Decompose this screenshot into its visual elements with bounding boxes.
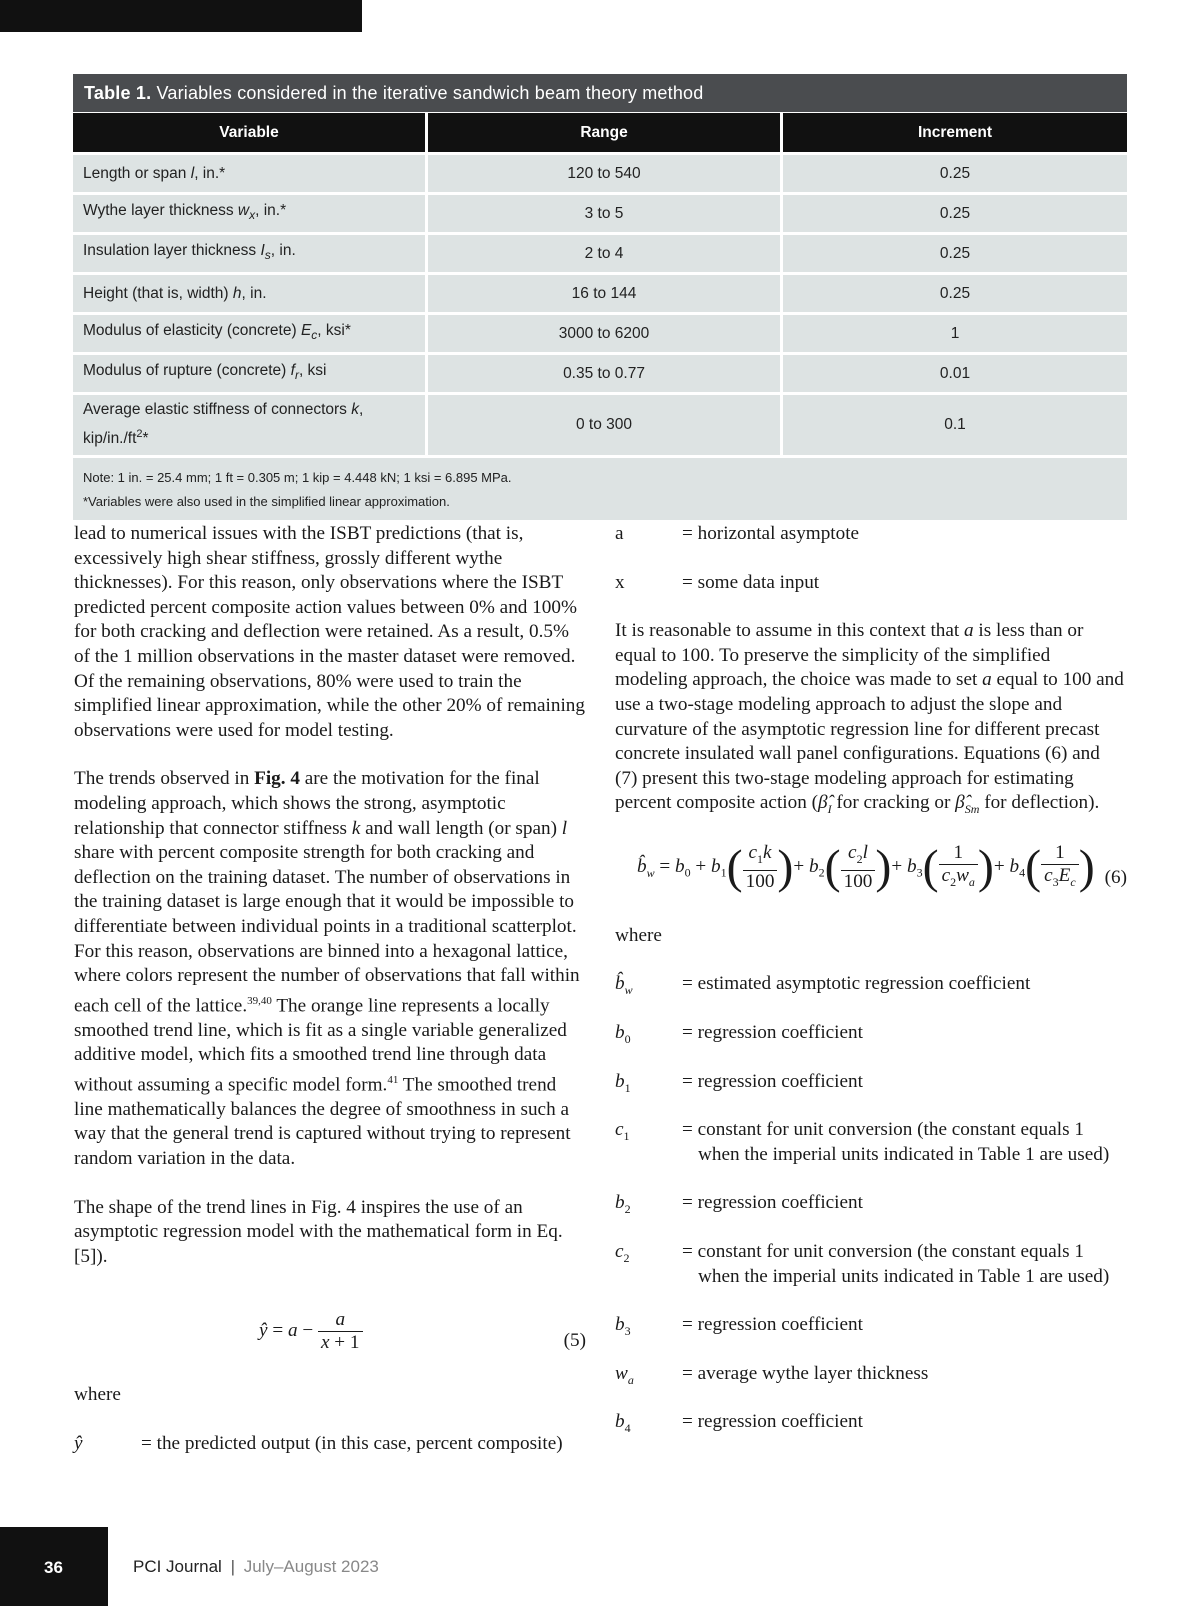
definition-symbol: $b_1$ xyxy=(615,1070,631,1095)
cell-variable: Height (that is, width) h, in. xyxy=(73,274,427,314)
definition-x xyxy=(615,571,1127,596)
definition-symbol: $b_4$ xyxy=(615,1411,631,1436)
variables-table xyxy=(73,74,1127,520)
table-row xyxy=(73,394,1127,456)
cell-range: 0.35 to 0.77 xyxy=(427,354,782,394)
cell-increment: 0.25 xyxy=(782,274,1128,314)
cell-increment: 1 xyxy=(782,314,1128,354)
definition-a xyxy=(615,522,1127,547)
definition-row xyxy=(615,1191,1127,1216)
definition-symbol: a xyxy=(615,523,624,544)
definition-row xyxy=(615,972,1127,997)
journal-issue: July–August 2023 xyxy=(243,1557,379,1576)
definition-text: = horizontal asymptote xyxy=(682,523,860,544)
table-note xyxy=(73,455,1127,520)
table-row xyxy=(73,194,1127,234)
right-column xyxy=(615,522,1127,1435)
table-body xyxy=(73,154,1127,456)
definition-text: = constant for unit conversion (the constant equals 1 when the imperial units indicated in Table 1 are used) xyxy=(682,1240,1110,1287)
header-range: Range xyxy=(427,113,782,154)
definition-symbol: $c_2$ xyxy=(615,1240,630,1265)
definition-text: = average wythe layer thickness xyxy=(682,1362,929,1384)
footer xyxy=(133,1557,379,1577)
definition-symbol: x xyxy=(615,571,625,593)
table-title xyxy=(73,74,1127,112)
equation-5 xyxy=(74,1303,586,1383)
table-row xyxy=(73,314,1127,354)
table-header-row xyxy=(73,113,1127,154)
definition-row xyxy=(615,1118,1127,1167)
cell-variable: Modulus of rupture (concrete) $f_r$, ksi xyxy=(73,354,427,394)
definition-symbol: $c_1$ xyxy=(615,1119,630,1143)
table-note-units: Note: 1 in. = 25.4 mm; 1 ft = 0.305 m; 1 kip = 4.448 kN; 1 ksi = 6.895 MPa. xyxy=(83,470,512,485)
equation-5-body: ŷ = a − $\frac{a}{x + 1}$ xyxy=(259,1309,363,1354)
cell-range: 0 to 300 xyxy=(427,394,782,456)
page-number: 36 xyxy=(44,1558,63,1577)
cell-increment: 0.25 xyxy=(782,194,1128,234)
right-definitions xyxy=(615,972,1127,1435)
left-column xyxy=(74,522,586,1457)
header-variable: Variable xyxy=(73,113,427,154)
equation-6 xyxy=(615,840,1127,924)
left-paragraph-3: The shape of the trend lines in Fig. 4 inspires the use of an asymptotic regression model with the mathematical form in Eq. [5]). xyxy=(74,1196,563,1267)
definition-text: = regression coefficient xyxy=(682,1192,863,1214)
definition-symbol: $b_3$ xyxy=(615,1314,631,1338)
definition-symbol: $b_2$ xyxy=(615,1192,631,1217)
definition-row xyxy=(615,1021,1127,1046)
table-row xyxy=(73,154,1127,194)
cell-range: 2 to 4 xyxy=(427,234,782,274)
equation-6-number: (6) xyxy=(1104,866,1127,888)
cell-range: 3000 to 6200 xyxy=(427,314,782,354)
cell-increment: 0.1 xyxy=(782,394,1128,456)
definition-text: = regression coefficient xyxy=(682,1314,863,1336)
right-where: where xyxy=(615,924,662,946)
table-grid xyxy=(73,112,1127,455)
table-row xyxy=(73,274,1127,314)
journal-name: PCI Journal xyxy=(133,1557,222,1576)
definition-y-hat xyxy=(74,1432,586,1457)
table-title-label: Table 1. xyxy=(84,83,152,103)
definition-text: = regression coefficient xyxy=(682,1411,863,1433)
definition-symbol: $b_0$ xyxy=(615,1021,631,1046)
cell-increment: 0.01 xyxy=(782,354,1128,394)
definition-row xyxy=(615,1070,1127,1095)
header-increment: Increment xyxy=(782,113,1128,154)
page-number-box xyxy=(0,1527,108,1606)
cell-variable: Length or span l, in.* xyxy=(73,154,427,194)
table-row xyxy=(73,234,1127,274)
definition-row xyxy=(615,1362,1127,1387)
cell-range: 16 to 144 xyxy=(427,274,782,314)
left-paragraph-1: lead to numerical issues with the ISBT predictions (that is, excessively high shear stiffness, grossly different wythe thicknesses). For this reason, only observations where the ISBT predicted percent composite action values between 0% and 100% for both cracking and deflection were retained. As a result, 0.5% of the 1 million observations in the master dataset were removed. Of the remaining observations, 80% were used to train the simplified linear approximation, while the other 20% of remaining observations were used for model testing. xyxy=(74,523,585,741)
table-note-asterisk: *Variables were also used in the simplified linear approximation. xyxy=(83,494,450,509)
cell-variable: Average elastic stiffness of connectors k, kip/$in./ft^2*$ xyxy=(73,394,427,456)
definition-text: = constant for unit conversion (the constant equals 1 when the imperial units indicated in Table 1 are used) xyxy=(682,1119,1110,1165)
definition-text: = the predicted output (in this case, percent composite) xyxy=(141,1433,563,1454)
definition-row xyxy=(615,1313,1127,1338)
footer-separator: | xyxy=(230,1557,235,1576)
definition-text: = estimated asymptotic regression coefficient xyxy=(682,973,1031,995)
cell-variable: Modulus of elasticity (concrete) $E_c$, ksi* xyxy=(73,314,427,354)
equation-6-body: $b̂_w = b_0 + b_1$( $\frac{c_1k}{100}$ )+ $b_2$( $\frac{c_2l}{100}$ )+ $b_3$( $\frac{1}{c_2w_a}$ )+ $b_4$( $\frac{1}{c_3E_c}$ ) xyxy=(637,840,1095,894)
left-where: where xyxy=(74,1384,121,1406)
right-paragraph-1: It is reasonable to assume in this context that a is less than or equal to 100. To preserve the simplicity of the simplified modeling approach, the choice was made to set a equal to 100 and use a two-stage modeling approach to adjust the slope and curvature of the asymptotic regression line for different precast concrete insulated wall panel configurations. Equations (6) and (7) present this two-stage modeling approach for estimating percent composite action ($\betâ_I$ for cracking or $\betâ_{Sm}$ for deflection). xyxy=(615,620,1124,817)
cell-increment: 0.25 xyxy=(782,154,1128,194)
cell-range: 3 to 5 xyxy=(427,194,782,234)
cell-increment: 0.25 xyxy=(782,234,1128,274)
equation-5-number: (5) xyxy=(563,1330,586,1352)
definition-text: = regression coefficient xyxy=(682,1070,863,1092)
cell-variable: Wythe layer thickness $w_x$, in.* xyxy=(73,194,427,234)
definition-text: = regression coefficient xyxy=(682,1021,863,1043)
definition-symbol: $w_a$ xyxy=(615,1362,634,1387)
definition-symbol: ŷ xyxy=(74,1433,83,1454)
definition-symbol: $b̂_w$ xyxy=(615,973,633,998)
top-black-bar xyxy=(0,0,362,32)
definition-text: = some data input xyxy=(682,571,820,593)
table-row xyxy=(73,354,1127,394)
cell-variable: Insulation layer thickness $I_s$, in. xyxy=(73,234,427,274)
left-paragraph-2: The trends observed in Fig. 4 are the motivation for the final modeling approach, which shows the strong, asymptotic relationship that connector stiffness k and wall length (or span) l share with percent composite strength for both cracking and deflection on the training dataset. The number of observations in the training dataset is large enough that it would be impossible to differentiate between individual points in a traditional scatterplot. For this reason, observations are binned into a hexagonal lattice, where colors represent the number of observations that fall within each cell of the lattice.$^{39,40}$ The orange line represents a locally smoothed trend line, which is fit as a single variable generalized additive model, which fits a smoothed trend line through data without assuming a specific model form.$^{41}$ The smoothed trend line mathematically balances the degree of smoothness in such a way that the general trend is captured without trying to represent random variation in the data. xyxy=(74,768,580,1170)
cell-range: 120 to 540 xyxy=(427,154,782,194)
definition-row xyxy=(615,1240,1127,1289)
table-title-text: Variables considered in the iterative sandwich beam theory method xyxy=(156,83,704,103)
definition-row xyxy=(615,1410,1127,1435)
